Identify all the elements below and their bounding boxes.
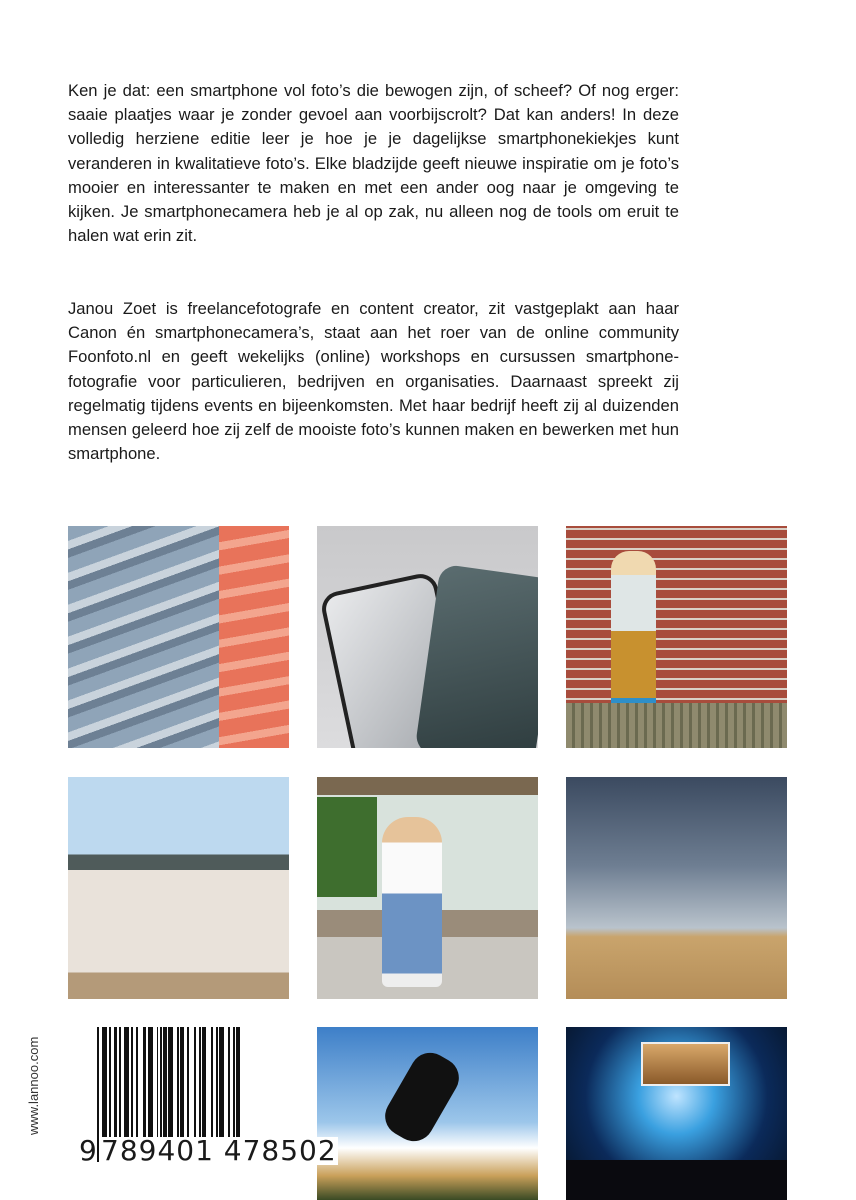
- photo-iphones: [317, 526, 538, 748]
- barcode-bar: [97, 1027, 99, 1162]
- photo-boy-brick-wall: [566, 526, 787, 748]
- isbn-first-digit: 9: [79, 1134, 97, 1167]
- photo-jumping-runner: [317, 1027, 538, 1200]
- publisher-website: www.lannoo.com: [26, 1036, 41, 1135]
- blurb-paragraph-1: Ken je dat: een smartphone vol foto’s die bewogen zijn, of scheef? Of nog erger: saaie plaatjes waar je zonder gevoel aan voorbijscrolt? Dat kan anders! In deze volledig herziene editie leer je hoe je je dagelijkse smartphonekiekjes kunt veranderen in kwalitatieve foto’s. Elke bladzijde geeft nieuwe inspiratie om je foto’s mooier en interessanter te maken en met een ander oog naar je omgeving te kijken. Je smartphonecamera heb je al op zak, nu alleen nog de tools om eruit te halen wat erin zit.: [68, 81, 679, 246]
- photo-fish-market: [68, 526, 289, 748]
- photo-author-on-bench: [317, 777, 538, 999]
- photo-building-walker: [68, 777, 289, 999]
- photo-concert-stage: [566, 1027, 787, 1200]
- isbn-digits: 789401 478502: [101, 1134, 337, 1167]
- photo-storm-landscape: [566, 777, 787, 999]
- author-bio-paragraph: Janou Zoet is freelancefotografe en content creator, zit vastgeplakt aan haar Canon én smartphonecamera’s, staat aan het roer van de online community Foonfoto.nl en geeft wekelijks (online) workshops en cursussen smartphonefotografie voor particulieren, bedrijven en organisaties. Daarnaast spreekt zij regelmatig tijdens events en bijeenkomsten. Met haar bedrijf heeft zij al duizenden mensen geleerd hoe zij zelf de mooiste foto’s kunnen maken en bewerken met hun smartphone.: [68, 299, 679, 464]
